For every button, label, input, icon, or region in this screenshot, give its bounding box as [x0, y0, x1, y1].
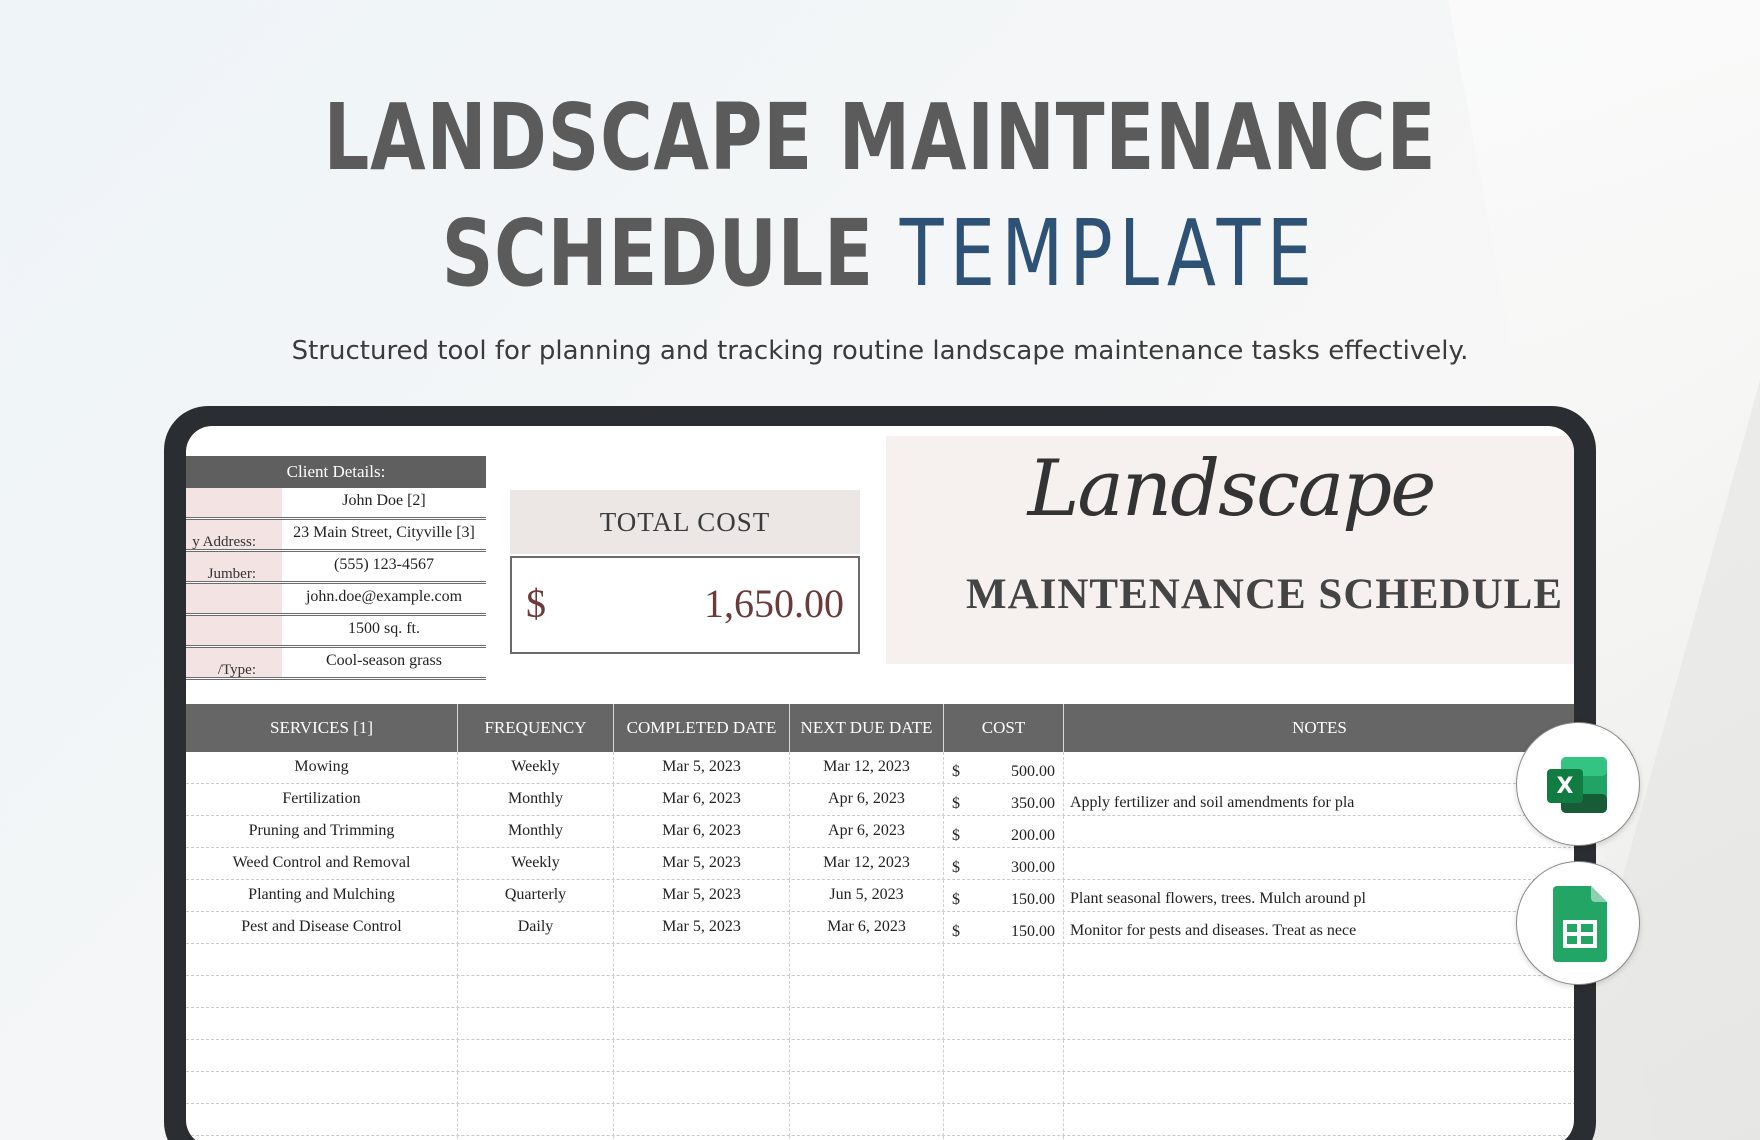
client-row-value[interactable]: 23 Main Street, Cityville [3]	[293, 524, 475, 541]
cell-notes[interactable]	[1064, 816, 1574, 848]
cell-next-due-date[interactable]: Mar 12, 2023	[790, 848, 944, 880]
cell-notes[interactable]	[1064, 1104, 1574, 1136]
client-row-label	[186, 584, 282, 613]
cell-cost[interactable]	[944, 944, 1064, 976]
cell-completed-date[interactable]: Mar 5, 2023	[614, 752, 790, 784]
cell-frequency[interactable]	[458, 1104, 614, 1136]
cell-notes[interactable]	[1064, 848, 1574, 880]
cell-completed-date[interactable]: Mar 5, 2023	[614, 848, 790, 880]
cell-next-due-date[interactable]	[790, 976, 944, 1008]
header-completed-date[interactable]: COMPLETED DATE	[614, 704, 790, 752]
total-cost-box[interactable]	[510, 556, 860, 654]
cell-completed-date[interactable]	[614, 944, 790, 976]
cell-completed-date[interactable]: Mar 5, 2023	[614, 912, 790, 944]
cell-notes[interactable]	[1064, 976, 1574, 1008]
banner-subtitle: MAINTENANCE SCHEDULE	[966, 571, 1563, 618]
cell-services[interactable]	[186, 944, 458, 976]
cell-services[interactable]: Fertilization	[186, 784, 458, 816]
cell-notes[interactable]	[1064, 1008, 1574, 1040]
cell-next-due-date[interactable]	[790, 1104, 944, 1136]
cost-value: 200.00	[1011, 827, 1055, 844]
cell-notes[interactable]: Apply fertilizer and soil amendments for pla	[1064, 784, 1574, 816]
cell-services[interactable]	[186, 1040, 458, 1072]
table-row	[186, 912, 1574, 944]
cell-frequency[interactable]	[458, 1072, 614, 1104]
cell-frequency[interactable]	[458, 1136, 614, 1140]
cell-services[interactable]: Mowing	[186, 752, 458, 784]
cell-cost[interactable]	[944, 1008, 1064, 1040]
client-row-label: /Type:	[186, 648, 282, 677]
total-currency: $	[526, 581, 546, 626]
cell-completed-date[interactable]: Mar 5, 2023	[614, 880, 790, 912]
cell-next-due-date[interactable]	[790, 1008, 944, 1040]
cost-value: 350.00	[1011, 795, 1055, 812]
cell-cost[interactable]	[944, 1072, 1064, 1104]
page-title-line1: LANDSCAPE MAINTENANCE	[323, 84, 1437, 191]
table-row	[186, 1104, 1574, 1136]
client-row	[186, 648, 486, 680]
cell-cost[interactable]	[944, 976, 1064, 1008]
cell-next-due-date[interactable]: Mar 6, 2023	[790, 912, 944, 944]
header-next-due-date[interactable]: NEXT DUE DATE	[790, 704, 944, 752]
cell-next-due-date[interactable]	[790, 1136, 944, 1140]
cell-frequency[interactable]	[458, 1040, 614, 1072]
cell-frequency[interactable]: Monthly	[458, 784, 614, 816]
cell-next-due-date[interactable]: Jun 5, 2023	[790, 880, 944, 912]
cell-services[interactable]	[186, 976, 458, 1008]
client-row-value[interactable]: 1500 sq. ft.	[348, 620, 420, 637]
cell-services[interactable]: Pruning and Trimming	[186, 816, 458, 848]
cell-frequency[interactable]: Monthly	[458, 816, 614, 848]
cell-frequency[interactable]: Weekly	[458, 848, 614, 880]
table-row	[186, 752, 1574, 784]
client-details-heading: Client Details:	[186, 456, 486, 488]
page-subtitle: Structured tool for planning and tracking routine landscape maintenance tasks effectively.	[291, 336, 1469, 366]
cell-frequency[interactable]: Quarterly	[458, 880, 614, 912]
cell-services[interactable]	[186, 1136, 458, 1140]
cell-notes[interactable]: Monitor for pests and diseases. Treat as nece	[1064, 912, 1574, 944]
table-row	[186, 976, 1574, 1008]
header-notes[interactable]: NOTES	[1064, 704, 1574, 752]
cost-value: 150.00	[1011, 923, 1055, 940]
cell-frequency[interactable]: Daily	[458, 912, 614, 944]
cell-completed-date[interactable]	[614, 1072, 790, 1104]
cell-completed-date[interactable]	[614, 1040, 790, 1072]
cell-notes[interactable]	[1064, 1136, 1574, 1140]
page-title-bold: SCHEDULE	[441, 200, 874, 307]
cost-currency: $	[952, 923, 960, 940]
spreadsheet-screen	[186, 426, 1574, 1140]
cell-cost[interactable]	[944, 752, 1064, 784]
cell-completed-date[interactable]	[614, 1136, 790, 1140]
client-row-label	[186, 616, 282, 645]
table-row	[186, 816, 1574, 848]
client-row-label: Jumber:	[186, 552, 282, 581]
cost-currency: $	[952, 859, 960, 876]
google-sheets-icon	[1517, 862, 1641, 986]
cell-cost[interactable]	[944, 1104, 1064, 1136]
cost-currency: $	[952, 891, 960, 908]
cell-completed-date[interactable]	[614, 1008, 790, 1040]
cell-services[interactable]: Planting and Mulching	[186, 880, 458, 912]
cell-next-due-date[interactable]	[790, 1072, 944, 1104]
table-header-row	[186, 704, 1574, 752]
cell-frequency[interactable]: Weekly	[458, 752, 614, 784]
client-row-value[interactable]: John Doe [2]	[342, 492, 426, 509]
cell-notes[interactable]	[1064, 752, 1574, 784]
cost-currency: $	[952, 795, 960, 812]
cost-currency: $	[952, 763, 960, 780]
cost-value: 500.00	[1011, 763, 1055, 780]
cell-services[interactable]	[186, 1104, 458, 1136]
table-row	[186, 880, 1574, 912]
table-row	[186, 784, 1574, 816]
cell-cost[interactable]	[944, 912, 1064, 944]
client-row	[186, 520, 486, 552]
table-row	[186, 1072, 1574, 1104]
client-row	[186, 488, 486, 520]
cell-next-due-date[interactable]: Mar 12, 2023	[790, 752, 944, 784]
client-row-value[interactable]: (555) 123-4567	[334, 556, 434, 573]
total-amount: 1,650.00	[704, 581, 844, 626]
client-row-value[interactable]: Cool-season grass	[326, 652, 442, 669]
cell-next-due-date[interactable]: Apr 6, 2023	[790, 816, 944, 848]
cell-frequency[interactable]	[458, 944, 614, 976]
header-services[interactable]: SERVICES [1]	[186, 704, 458, 752]
cell-completed-date[interactable]	[614, 1104, 790, 1136]
cell-cost[interactable]	[944, 1136, 1064, 1140]
client-row	[186, 552, 486, 584]
banner-script-title: Landscape	[1027, 444, 1435, 534]
cell-next-due-date[interactable]: Apr 6, 2023	[790, 784, 944, 816]
client-row	[186, 584, 486, 616]
table-row	[186, 944, 1574, 976]
cost-currency: $	[952, 827, 960, 844]
cell-notes[interactable]	[1064, 944, 1574, 976]
cell-cost[interactable]	[944, 848, 1064, 880]
cost-value: 150.00	[1011, 891, 1055, 908]
cell-notes[interactable]: Plant seasonal flowers, trees. Mulch around pl	[1064, 880, 1574, 912]
header-cost[interactable]: COST	[944, 704, 1064, 752]
table-row	[186, 1040, 1574, 1072]
header-frequency[interactable]: FREQUENCY	[458, 704, 614, 752]
cell-notes[interactable]	[1064, 1072, 1574, 1104]
cell-cost[interactable]	[944, 880, 1064, 912]
cell-frequency[interactable]	[458, 976, 614, 1008]
cell-cost[interactable]	[944, 816, 1064, 848]
cell-completed-date[interactable]: Mar 6, 2023	[614, 816, 790, 848]
cell-completed-date[interactable]	[614, 976, 790, 1008]
cell-services[interactable]	[186, 1072, 458, 1104]
client-row	[186, 616, 486, 648]
table-row	[186, 1136, 1574, 1140]
tablet-device-frame	[164, 406, 1596, 1140]
table-row	[186, 848, 1574, 880]
cell-services[interactable]: Weed Control and Removal	[186, 848, 458, 880]
cell-frequency[interactable]	[458, 1008, 614, 1040]
cell-completed-date[interactable]: Mar 6, 2023	[614, 784, 790, 816]
cost-value: 300.00	[1011, 859, 1055, 876]
excel-icon	[1517, 723, 1641, 847]
cell-services[interactable]: Pest and Disease Control	[186, 912, 458, 944]
excel-app-badge[interactable]	[1516, 722, 1640, 846]
page-title-light: TEMPLATE	[899, 200, 1319, 307]
client-row-label	[186, 488, 282, 517]
cell-services[interactable]	[186, 1008, 458, 1040]
total-cost-label: TOTAL COST	[510, 490, 860, 554]
google-sheets-app-badge[interactable]	[1516, 861, 1640, 985]
page-title-line2	[194, 200, 1567, 307]
cell-next-due-date[interactable]	[790, 1040, 944, 1072]
client-row-label: y Address:	[186, 520, 282, 549]
cell-next-due-date[interactable]	[790, 944, 944, 976]
cell-notes[interactable]	[1064, 1040, 1574, 1072]
svg-text:X: X	[1556, 774, 1574, 799]
cell-cost[interactable]	[944, 1040, 1064, 1072]
client-row-value[interactable]: john.doe@example.com	[305, 588, 463, 605]
cell-cost[interactable]	[944, 784, 1064, 816]
schedule-banner	[886, 436, 1574, 664]
table-row	[186, 1008, 1574, 1040]
